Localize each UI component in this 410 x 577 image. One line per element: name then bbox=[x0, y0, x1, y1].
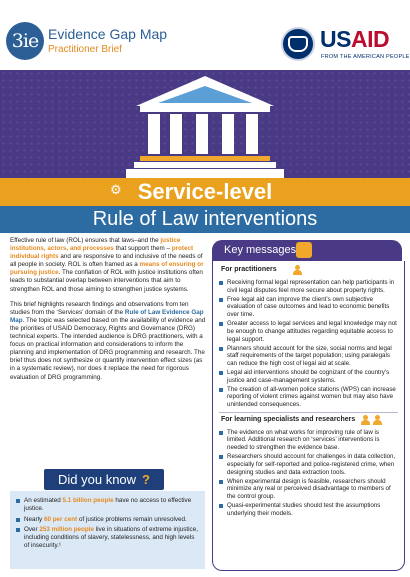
text-run: that support them – bbox=[113, 245, 172, 253]
key-messages-icon bbox=[296, 242, 312, 258]
highlighted-text: justice institutions, actors, and processes bbox=[10, 237, 181, 253]
specialists-heading bbox=[221, 416, 398, 426]
title-rule-of-law: Rule of Law interventions bbox=[0, 206, 410, 233]
practitioners-heading bbox=[221, 266, 398, 276]
text-run: Nearly bbox=[24, 515, 44, 523]
usaid-tagline: FROM THE AMERICAN PEOPLE bbox=[321, 54, 410, 60]
key-message-item: Planners should account for the size, social norms and legal staff requirements of the target population; using paralegals can reduce the high cost of legal aid at scale. bbox=[219, 345, 398, 368]
key-message-item: Receiving formal legal representation can help participants in civil legal disputes feel more secure about property rights. bbox=[219, 279, 398, 294]
key-message-item: Greater access to legal services and legal knowledge may not be enough to change attitudes regarding equitable access to legal support. bbox=[219, 320, 398, 343]
highlighted-text: 5.1 billion people bbox=[62, 497, 114, 504]
usaid-seal-icon bbox=[281, 27, 315, 61]
3ie-logo: 3ie bbox=[6, 22, 44, 60]
usaid-wordmark bbox=[320, 26, 389, 53]
intro-paragraph-1 bbox=[10, 237, 206, 294]
did-you-know-box bbox=[10, 491, 205, 569]
section-divider bbox=[219, 412, 398, 413]
text-run: . The topic was selected based on the availability of evidence and the priorities of USAID Democracy, Rights and Governance (DRG) technical experts. The intended audience is DRG practitioners, with a focus on practical information and considerations to inform the planning and implementation of DRG programming and research. The brief thus does not synthesize or quantify intervention effect sizes (as in a systematic review), nor does it replace the need for rigorous evaluation of DRG programming. bbox=[10, 316, 206, 381]
key-message-item: Researchers should account for challenges in data collection, especially for self-reported and police-registered crime, when designing studies and data extraction tools. bbox=[219, 453, 398, 476]
text-run: An estimated bbox=[24, 497, 63, 504]
usaid-us: US bbox=[320, 26, 351, 52]
key-message-item: The creation of all-women police stations (WPS) can increase reporting of violent crimes against women but may also have unintended consequences. bbox=[219, 386, 398, 409]
person-icon bbox=[373, 415, 382, 425]
key-message-item: When experimental design is feasible, researchers should minimize any real or perceived disadvantage to members of the control group. bbox=[219, 478, 398, 501]
gears-icon: ⚙ bbox=[110, 182, 122, 197]
key-message-item: Free legal aid can improve the client’s own subjective evaluation of case outcomes and lead to economic benefits over time. bbox=[219, 296, 398, 319]
did-you-know-label: Did you know bbox=[58, 472, 137, 487]
person-icon bbox=[293, 265, 302, 275]
did-you-know-banner bbox=[44, 469, 164, 490]
key-message-item: The evidence on what works for improving rule of law is limited. Additional research on ‘services’ interventions is needed to strengthen the evidence base. bbox=[219, 429, 398, 452]
key-messages-box bbox=[212, 261, 405, 571]
header bbox=[0, 0, 410, 70]
intro-paragraph-2 bbox=[10, 301, 206, 382]
did-you-know-item bbox=[16, 516, 199, 524]
text-run: have no access to effective justice. bbox=[24, 497, 192, 512]
text-run: Effective rule of law (ROL) ensures that laws–and the bbox=[10, 237, 161, 244]
text-run: The conflation of ROL with justice institutions often leads to substantial overlap between interventions that aim to strengthen ROL and those aiming to strengthen justice systems. bbox=[10, 269, 203, 293]
key-messages-header bbox=[212, 240, 402, 261]
key-message-item: Quasi-experimental studies should test the assumptions underlying their models. bbox=[219, 502, 398, 517]
courthouse-icon bbox=[0, 70, 410, 178]
highlighted-text: protect individual rights bbox=[10, 245, 194, 261]
practitioners-heading-text: For practitioners bbox=[221, 266, 277, 273]
highlighted-text: 60 per cent bbox=[43, 515, 78, 523]
highlighted-text: means of ensuring or pursuing justice. bbox=[10, 261, 204, 277]
specialists-heading-text: For learning specialists and researchers bbox=[221, 415, 356, 423]
brand-title: Evidence Gap Map bbox=[48, 26, 168, 42]
highlighted-text: 253 million people bbox=[39, 526, 94, 534]
specialists-list bbox=[219, 429, 398, 518]
practitioners-list bbox=[219, 279, 398, 409]
usaid-aid: AID bbox=[350, 26, 390, 52]
text-run: This brief highlights research findings and observations from ten studies from the ‘Services’ domain of the bbox=[10, 300, 189, 316]
highlighted-text: Rule of Law Evidence Gap Map bbox=[10, 308, 204, 324]
hero-illustration bbox=[0, 70, 410, 178]
key-messages-label: Key messages bbox=[224, 244, 297, 256]
did-you-know-item bbox=[16, 497, 199, 513]
text-run: live in situations of extreme injustice, including conditions of slavery, statelessness, and high levels of insecurity.¹ bbox=[24, 526, 198, 549]
text-run: Over bbox=[24, 526, 40, 534]
brand-subtitle: Practitioner Brief bbox=[48, 44, 122, 55]
intro-text bbox=[10, 237, 206, 389]
text-run: and are responsive to and inclusive of the needs of all people in society. ROL is often framed as a bbox=[10, 253, 203, 269]
question-mark-icon: ? bbox=[142, 472, 150, 487]
title-service-level: Service-level bbox=[0, 178, 410, 206]
did-you-know-item bbox=[16, 526, 199, 549]
person-icon bbox=[361, 415, 370, 425]
key-message-item: Legal aid interventions should be cognizant of the country’s justice and case-management systems. bbox=[219, 369, 398, 384]
did-you-know-list bbox=[16, 497, 199, 550]
text-run: of justice problems remain unresolved. bbox=[77, 515, 187, 523]
